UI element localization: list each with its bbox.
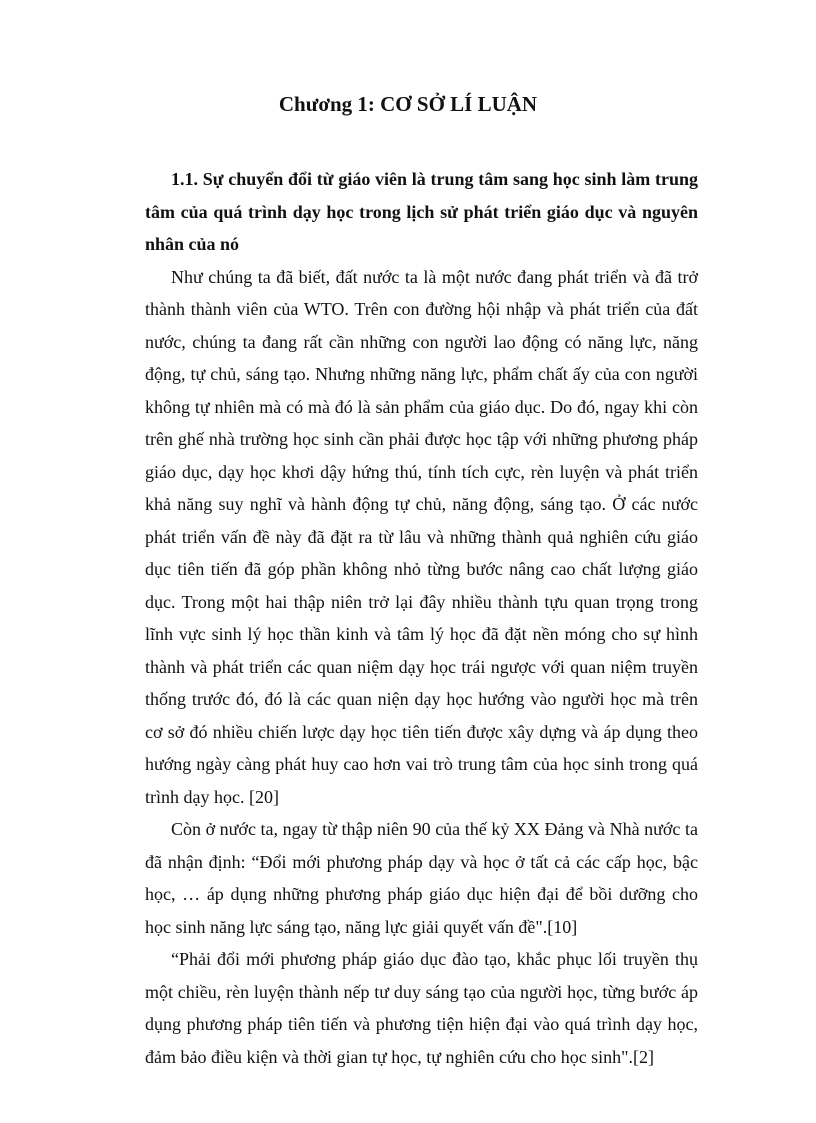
paragraph: “Phải đổi mới phương pháp giáo dục đào tạo, khắc phục lối truyền thụ một chiều, rèn luyện thành nếp tư duy sáng tạo của người học, từng bước áp dụng phương pháp tiên tiến và phương tiện hiện đại vào quá trình dạy học, đảm bảo điều kiện và thời gian tự học, tự nghiên cứu cho học sinh".[2] [145,949,698,1067]
paragraph: Như chúng ta đã biết, đất nước ta là một nước đang phát triển và đã trở thành thành viên của WTO. Trên con đường hội nhập và phát triển của đất nước, chúng ta đang rất cần những con người lao động có năng lực, năng động, tự chủ, sáng tạo. Nhưng những năng lực, phẩm chất ấy của con người không tự nhiên mà có mà đó là sản phẩm của giáo dục. Do đó, ngay khi còn trên ghế nhà trường học sinh cần phải được học tập với những phương pháp giáo dục, dạy học khơi dậy hứng thú, tính tích cực, rèn luyện và phát triển khả năng suy nghĩ và hành động tự chủ, năng động, sáng tạo. Ở các nước phát triển vấn đề này đã đặt ra từ lâu và những thành quả nghiên cứu giáo dục tiên tiến đã góp phần không nhỏ từng bước nâng cao chất lượng giáo dục. Trong một hai thập niên trở lại đây nhiều thành tựu quan trọng trong lĩnh vực sinh lý học thần kinh và tâm lý học đã đặt nền móng cho sự hình thành và phát triển các quan niệm dạy học trái ngược với quan niệm truyền thống trước đó, đó là các quan niện dạy học hướng vào người học mà trên cơ sở đó nhiều chiến lược dạy học tiên tiến được xây dựng và áp dụng theo hướng ngày càng phát huy cao hơn vai trò trung tâm của học sinh trong quá trình dạy học. [20] [145,266,698,807]
paragraph: Còn ở nước ta, ngay từ thập niên 90 của thế kỷ XX Đảng và Nhà nước ta đã nhận định: “Đổi mới phương pháp dạy và học ở tất cả các cấp học, bậc học, … áp dụng những phương pháp giáo dục hiện đại để bồi dưỡng cho học sinh năng lực sáng tạo, năng lực giải quyết vấn đề".[10] [145,819,698,937]
section-heading: 1.1. Sự chuyển đổi từ giáo viên là trung tâm sang học sinh làm trung tâm của quá trình dạy học trong lịch sử phát triển giáo dục và nguyên nhân của nó [145,169,698,254]
document-body [145,163,698,1073]
chapter-title: Chương 1: CƠ SỞ LÍ LUẬN [278,92,538,116]
